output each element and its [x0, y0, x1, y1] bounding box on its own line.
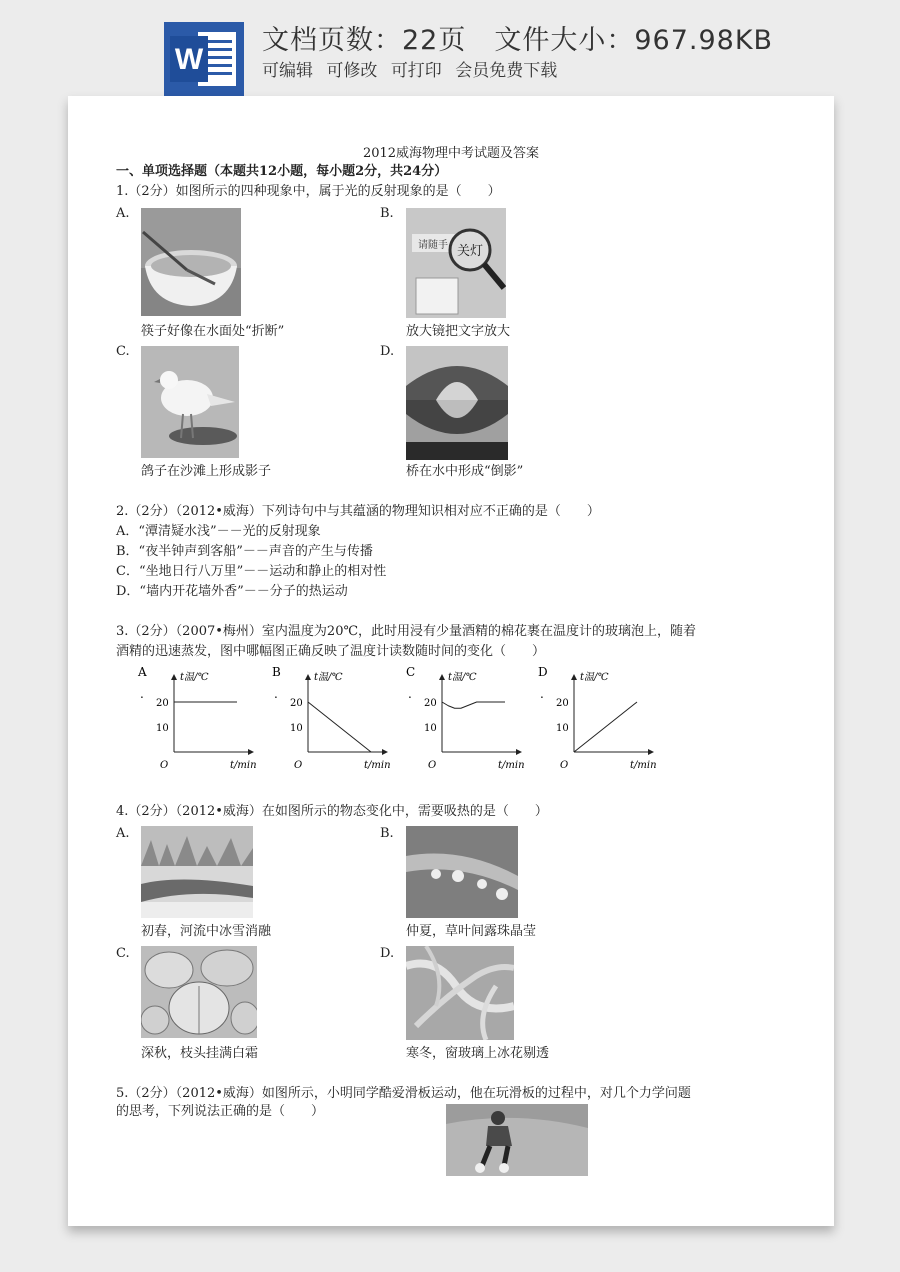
q1-caption-d: 桥在水中形成“倒影” — [406, 464, 524, 479]
q1-option-b-letter: B. — [380, 206, 394, 221]
bridge-reflection-photo — [406, 346, 508, 460]
chart-c-x-label: t/min — [498, 760, 525, 771]
q2-option-b: B．“夜半钟声到客船”－－声音的产生与传播 — [116, 544, 373, 559]
q4-option-b-letter: B. — [380, 826, 394, 841]
ice-flowers-photo — [406, 946, 514, 1040]
word-document-icon — [164, 22, 244, 96]
feature-printable: 可打印 — [390, 61, 442, 81]
chart-b-option-dot: . — [274, 687, 278, 701]
chart-d-y-arrow — [571, 674, 577, 680]
chart-d-option-letter: D — [538, 665, 548, 679]
q2-option-c: C．“坐地日行八万里”－－运动和静止的相对性 — [116, 564, 387, 579]
melting-river-photo — [141, 826, 253, 918]
chart-b-series-line — [308, 702, 371, 752]
chart-a-x-arrow — [248, 749, 254, 755]
chart-b-option-letter: B — [272, 665, 281, 679]
q3-chart-c — [398, 664, 538, 780]
magnifier-photo — [406, 208, 506, 318]
q4-option-c-letter: C. — [116, 946, 130, 961]
q1-caption-c: 鸽子在沙滩上形成影子 — [141, 464, 272, 479]
q4-stem: 4.（2分）（2012•威海）在如图所示的物态变化中，需要吸热的是（ ） — [116, 804, 548, 819]
chart-a-y-arrow — [171, 674, 177, 680]
frost-leaves-photo — [141, 946, 257, 1038]
chart-c-series-line — [442, 702, 505, 708]
chart-c-option-letter: C — [406, 665, 416, 679]
chart-a-option-letter: A — [138, 665, 147, 679]
file-size: 文件大小：967.98KB — [494, 25, 774, 56]
section-heading: 一、单项选择题（本题共12小题，每小题2分，共24分） — [116, 164, 448, 179]
chart-c-option-dot: . — [408, 687, 412, 701]
chart-b-y-arrow — [305, 674, 311, 680]
chart-c-y-label: t温/℃ — [448, 672, 477, 683]
q1-option-a-letter: A. — [116, 206, 130, 221]
banner-title — [262, 18, 773, 57]
chart-c-x-arrow — [516, 749, 522, 755]
chart-b-x-arrow — [382, 749, 388, 755]
chart-c-ytick-20: 20 — [424, 698, 437, 709]
chart-b-ytick-10: 10 — [290, 723, 303, 734]
document-page — [68, 96, 834, 1226]
q4-caption-a: 初春，河流中冰雪消融 — [141, 924, 272, 939]
chart-b-ytick-20: 20 — [290, 698, 303, 709]
q1-option-c-letter: C. — [116, 344, 130, 359]
q4-caption-b: 仲夏，草叶间露珠晶莹 — [406, 924, 537, 939]
banner-features — [262, 56, 565, 81]
feature-modifiable: 可修改 — [326, 61, 378, 81]
chart-d-origin: O — [560, 760, 569, 771]
chart-a-y-label: t温/℃ — [180, 672, 209, 683]
chart-b-x-label: t/min — [364, 760, 391, 771]
chart-c-y-arrow — [439, 674, 445, 680]
skateboarder-photo — [446, 1104, 588, 1176]
q3-stem-line2: 酒精的迅速蒸发，图中哪幅图正确反映了温度计读数随时间的变化（ ） — [116, 644, 546, 659]
chart-b-origin: O — [294, 760, 303, 771]
chart-c-ytick-10: 10 — [424, 723, 437, 734]
chart-a-ytick-20: 20 — [156, 698, 169, 709]
chart-a-x-label: t/min — [230, 760, 257, 771]
dew-drops-photo — [406, 826, 518, 918]
q1-stem: 1.（2分）如图所示的四种现象中，属于光的反射现象的是（ ） — [116, 184, 501, 199]
document-title: 2012威海物理中考试题及答案 — [362, 146, 540, 161]
q4-option-d-letter: D. — [380, 946, 395, 961]
q2-option-a: A．“潭清疑水浅”－－光的反射现象 — [116, 524, 321, 539]
feature-member-download: 会员免费下载 — [455, 61, 558, 81]
word-icon-letter: W — [174, 43, 204, 76]
q5-stem-line2: 的思考，下列说法正确的是（ ） — [116, 1104, 325, 1119]
feature-editable: 可编辑 — [262, 61, 313, 81]
download-banner — [0, 0, 900, 96]
q4-caption-c: 深秋，枝头挂满白霜 — [141, 1046, 259, 1061]
pigeon-photo — [141, 346, 239, 458]
q1-caption-a: 筷子好像在水面处“折断” — [141, 324, 285, 339]
sign-text: 请随手 — [418, 240, 448, 251]
q5-stem-line1: 5.（2分）（2012•威海）如图所示，小明同学酷爱滑板运动，他在玩滑板的过程中，对几个力学问题 — [116, 1086, 691, 1101]
q1-caption-b: 放大镜把文字放大 — [406, 324, 511, 339]
chart-d-ytick-20: 20 — [556, 698, 569, 709]
chart-d-x-label: t/min — [630, 760, 657, 771]
q4-caption-d: 寒冬，窗玻璃上冰花剔透 — [406, 1046, 550, 1061]
magnified-text: 关灯 — [457, 244, 484, 259]
chart-b-y-label: t温/℃ — [314, 672, 343, 683]
chart-a-origin: O — [160, 760, 169, 771]
q1-option-d-letter: D. — [380, 344, 395, 359]
chart-d-ytick-10: 10 — [556, 723, 569, 734]
q4-option-a-letter: A. — [116, 826, 130, 841]
q2-option-d: D．“墙内开花墙外香”－－分子的热运动 — [116, 584, 348, 599]
q3-chart-a — [130, 664, 270, 780]
q3-chart-d — [530, 664, 670, 780]
chart-d-y-label: t温/℃ — [580, 672, 609, 683]
q3-chart-b — [264, 664, 404, 780]
q3-stem-line1: 3.（2分）（2007•梅州）室内温度为20℃，此时用浸有少量酒精的棉花裹在温度计的玻璃泡上，随着 — [116, 624, 697, 639]
chart-a-ytick-10: 10 — [156, 723, 169, 734]
q2-stem: 2.（2分）（2012•威海）下列诗句中与其蕴涵的物理知识相对应不正确的是（ ） — [116, 504, 600, 519]
chart-d-series-line — [574, 702, 637, 752]
bowl-chopstick-photo — [141, 208, 241, 316]
page-count: 文档页数：22页 — [262, 25, 467, 56]
chart-c-origin: O — [428, 760, 437, 771]
chart-d-x-arrow — [648, 749, 654, 755]
chart-d-option-dot: . — [540, 687, 544, 701]
chart-a-option-dot: . — [140, 687, 144, 701]
